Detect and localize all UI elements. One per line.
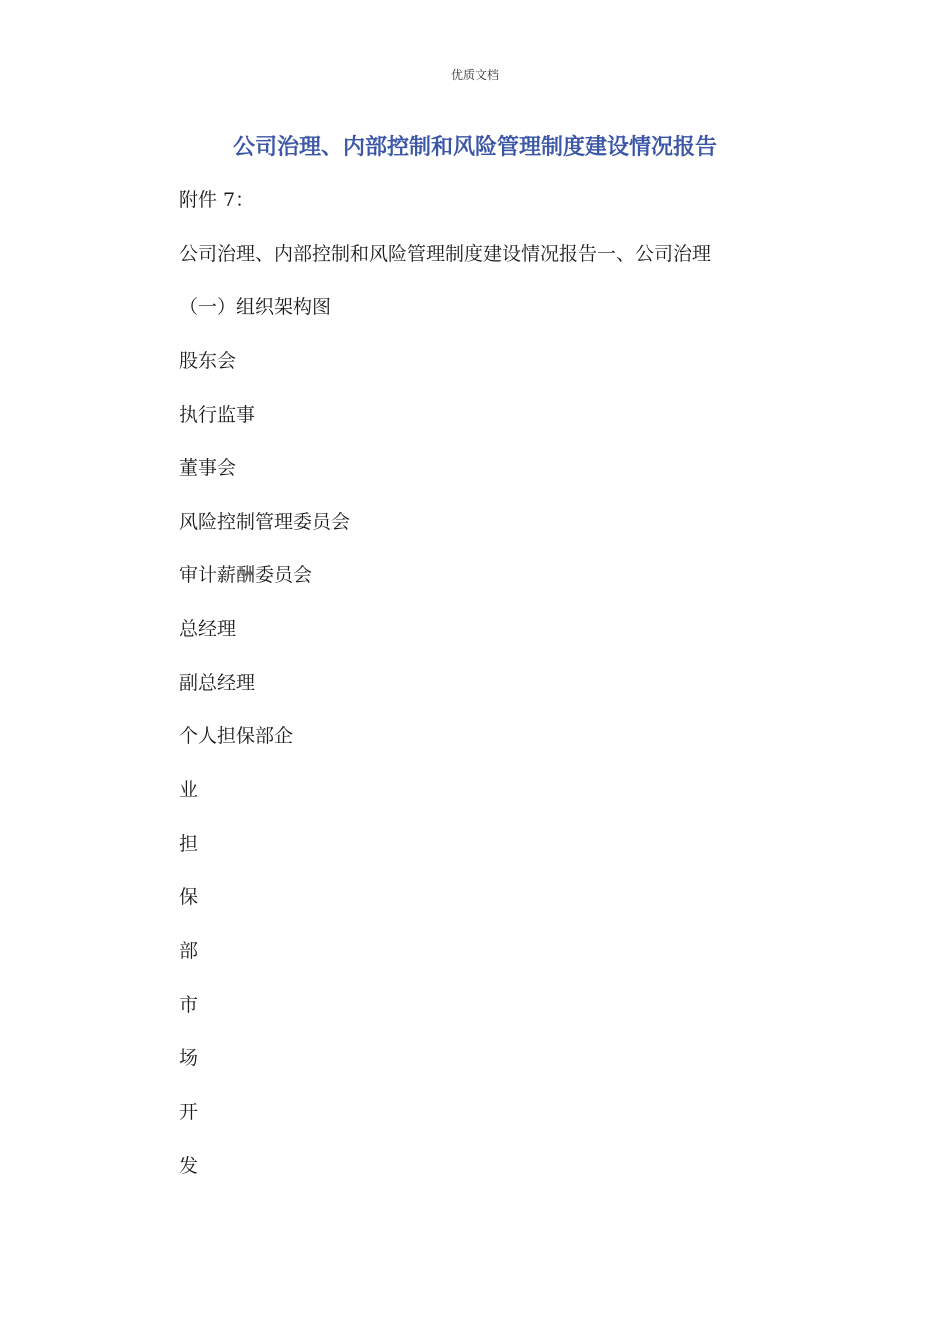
body-line: 附件 7：: [179, 189, 255, 211]
body-line: 公司治理、内部控制和风险管理制度建设情况报告一、公司治理: [179, 242, 712, 265]
body-line: 总经理: [179, 618, 237, 641]
header-label: 优质文档: [450, 68, 499, 82]
document-body: [179, 185, 819, 1204]
body-line: 副总经理: [179, 671, 256, 694]
body-line: 发: [179, 1154, 199, 1177]
body-line: 场: [179, 1047, 199, 1070]
body-line: （一）组织架构图: [179, 296, 332, 319]
body-line: 开: [179, 1100, 199, 1123]
body-line: 业: [179, 779, 199, 802]
body-line: 风险控制管理委员会: [179, 510, 351, 533]
document-title: 公司治理、内部控制和风险管理制度建设情况报告: [232, 135, 717, 160]
body-line: 保: [179, 886, 199, 909]
body-line: 市: [179, 993, 199, 1016]
body-line: 个人担保部企: [179, 725, 294, 748]
body-line: 部: [179, 939, 199, 962]
body-line: 执行监事: [179, 403, 256, 426]
body-line: 审计薪酬委员会: [179, 564, 313, 587]
body-line: 担: [179, 832, 199, 855]
body-line: 董事会: [179, 457, 237, 480]
body-line: 股东会: [179, 349, 237, 372]
